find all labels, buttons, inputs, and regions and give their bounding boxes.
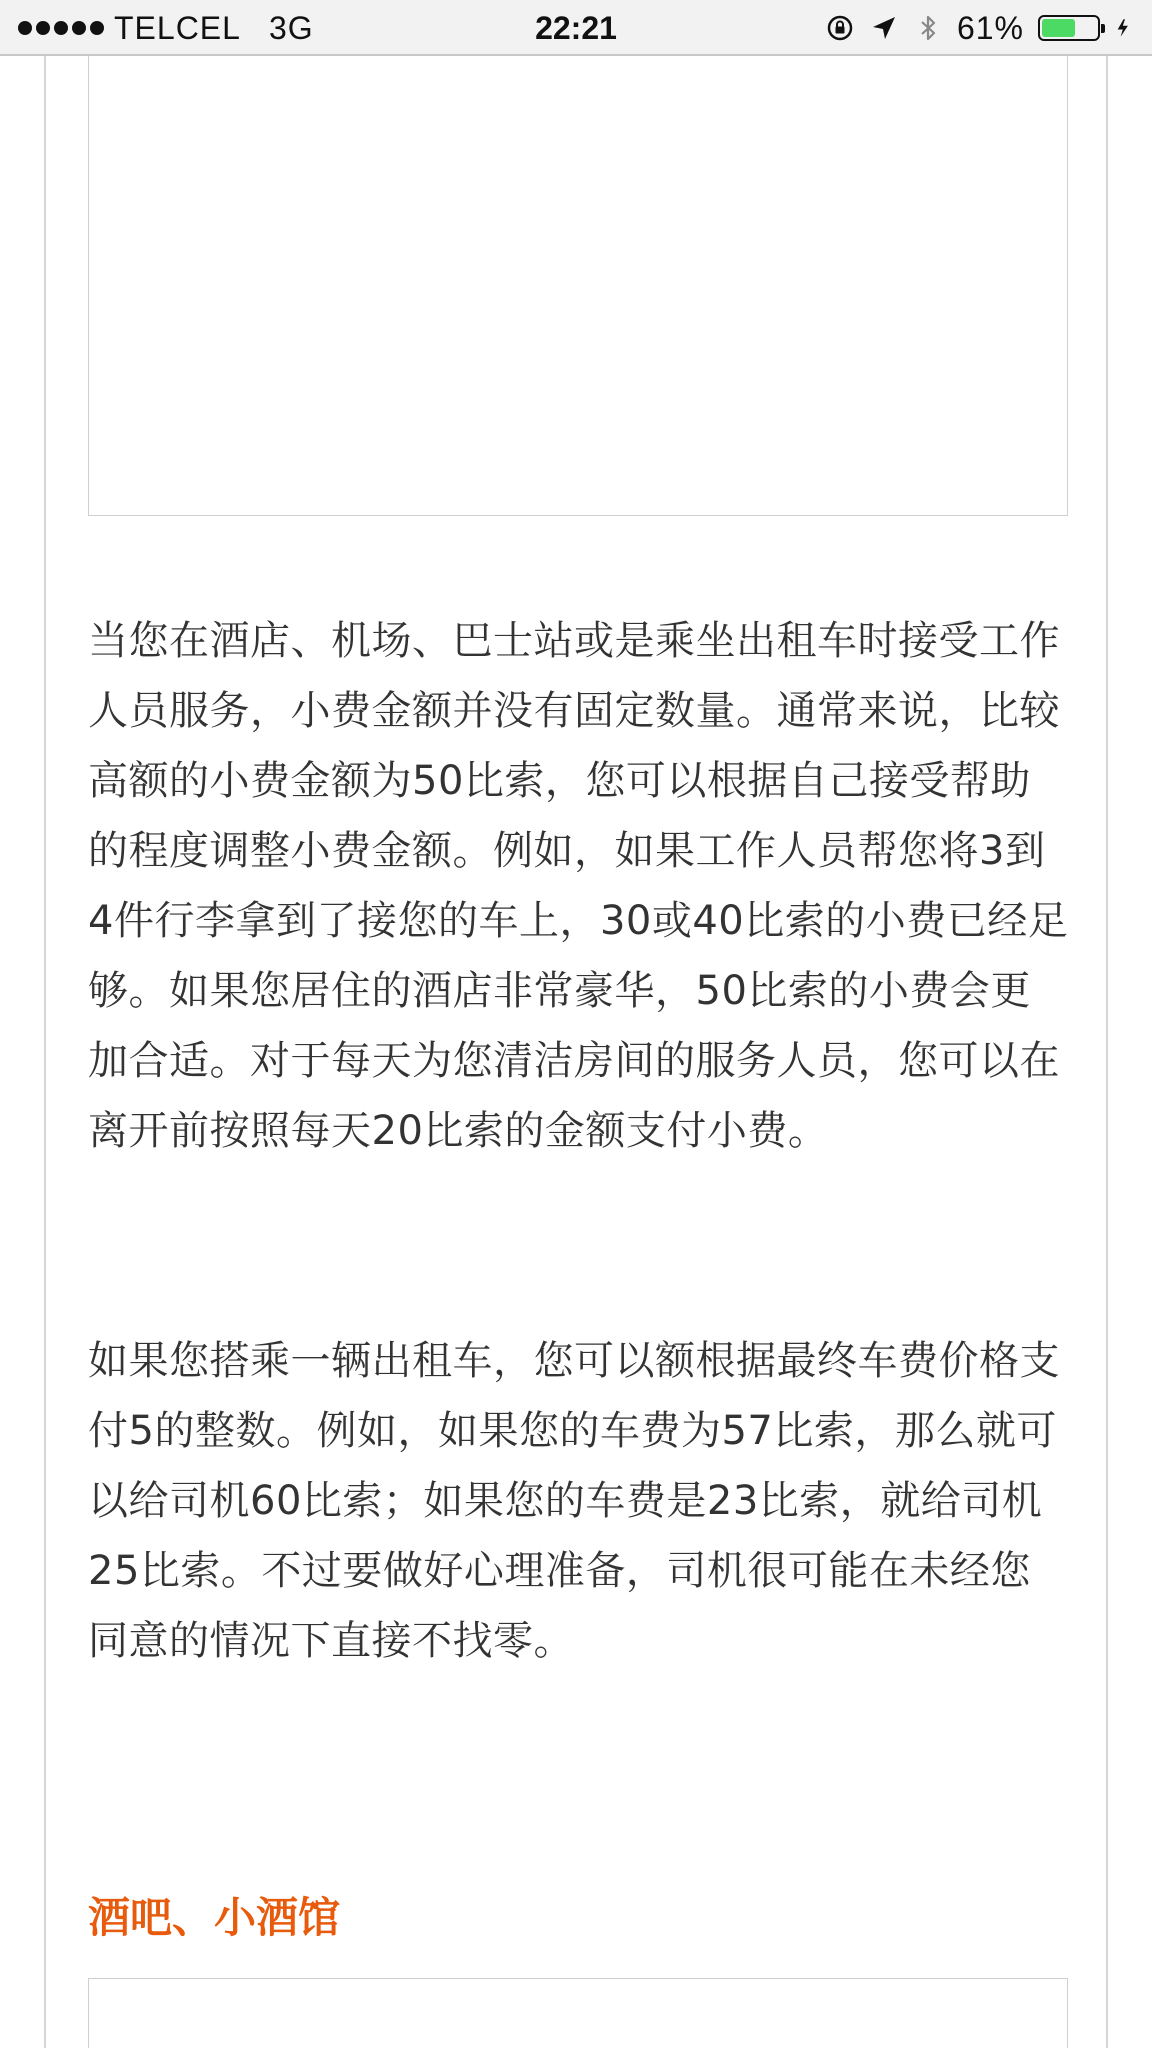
battery-icon	[1038, 15, 1100, 41]
charging-bolt-icon	[1114, 13, 1136, 43]
article-card	[44, 56, 1108, 2048]
battery-level-fill	[1042, 19, 1075, 37]
article-paragraph: 当您在酒店、机场、巴士站或是乘坐出租车时接受工作人员服务，小费金额并没有固定数量。通常来说，比较高额的小费金额为50比索，您可以根据自己接受帮助的程度调整小费金额。例如，如果工作人员帮您将3到4件行李拿到了接您的车上，30或40比索的小费已经足够。如果您居住的酒店非常豪华，50比索的小费会更加合适。对于每天为您清洁房间的服务人员，您可以在离开前按照每天20比索的金额支付小费。	[88, 618, 1069, 1154]
location-arrow-icon	[869, 13, 899, 43]
status-bar	[0, 0, 1152, 56]
embedded-media-frame	[88, 54, 1068, 516]
status-bar-right	[825, 0, 1136, 56]
clock-time: 22:21	[535, 10, 617, 46]
embedded-media-frame	[88, 1978, 1068, 2048]
article-paragraph: 如果您搭乘一辆出租车，您可以额根据最终车费价格支付5的整数。例如，如果您的车费为57比索，那么就可以给司机60比索；如果您的车费是23比索，就给司机25比索。不过要做好心理准备，司机很可能在未经您同意的情况下直接不找零。	[88, 1338, 1060, 1664]
network-type-label: 3G	[268, 9, 314, 46]
section-heading: 酒吧、小酒馆	[88, 1893, 341, 1942]
carrier-label: TELCEL	[114, 9, 241, 46]
bluetooth-icon	[913, 13, 943, 43]
orientation-lock-icon	[825, 13, 855, 43]
battery-percent-label: 61%	[956, 9, 1024, 46]
